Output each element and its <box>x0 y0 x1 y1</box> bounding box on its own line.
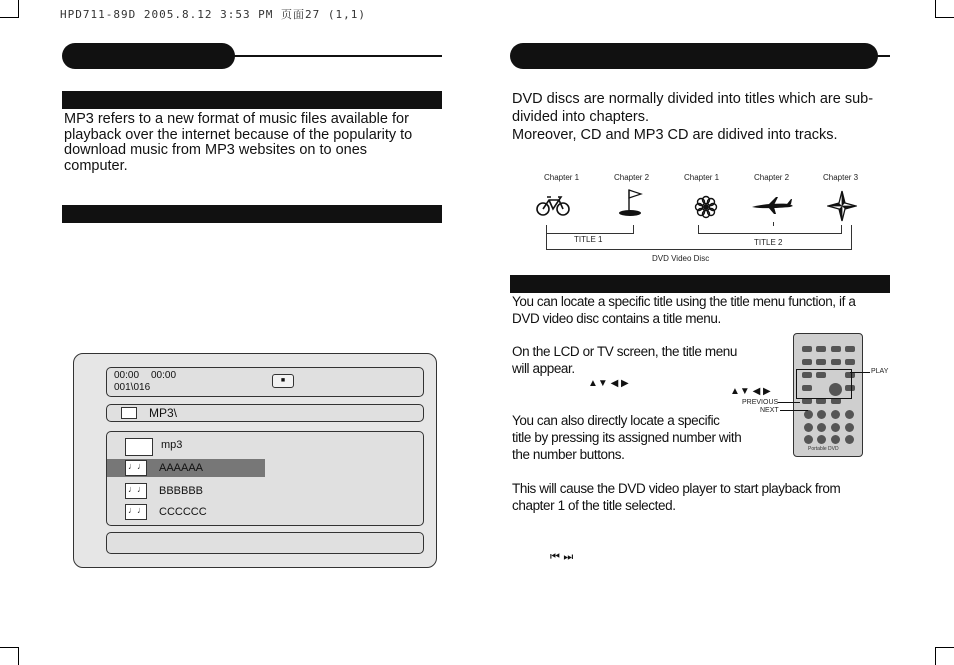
play-callout-line <box>850 372 870 373</box>
file-name: CCCCCC <box>159 506 207 518</box>
lcd-paragraph: On the LCD or TV screen, the title menu will appear. <box>512 344 738 376</box>
title2-label: TITLE 2 <box>754 238 783 247</box>
remote-button[interactable] <box>802 346 812 352</box>
title1-label: TITLE 1 <box>574 235 603 244</box>
file-name: AAAAAA <box>159 462 204 474</box>
crop-mark-tl-h <box>0 17 18 18</box>
title-menu-paragraph: You can locate a specific title using the title menu function, if a DVD video disc contains a title menu. <box>512 294 856 326</box>
chapter-label: Chapter 2 <box>614 173 650 182</box>
folder-icon <box>125 438 153 456</box>
right-section-pill <box>510 43 878 69</box>
playback-paragraph: This will cause the DVD video player to start playback from chapter 1 of the title selected. <box>512 481 841 513</box>
folder-row[interactable] <box>125 436 325 454</box>
music-file-icon: ♩♩ <box>125 504 147 520</box>
remote-number-button[interactable] <box>845 423 854 432</box>
chapter-label: Chapter 2 <box>754 173 790 182</box>
remote-brand: Portable DVD <box>808 446 839 452</box>
remote-number-button[interactable] <box>831 410 840 419</box>
chapter-label: Chapter 3 <box>823 173 859 182</box>
path-label: MP3\ <box>149 406 178 420</box>
chapter-label: Chapter 1 <box>684 173 720 182</box>
title-menu-heading-bar <box>510 275 890 293</box>
time-total: 00:00 <box>151 370 177 381</box>
crop-mark-tl-v <box>18 0 19 18</box>
remote-button[interactable] <box>816 346 826 352</box>
music-file-icon: ♩♩ <box>125 460 147 476</box>
remote-callout-box <box>796 369 852 399</box>
prev-callout-line <box>778 402 800 403</box>
mp3-paragraph: MP3 refers to a new format of music files available for playback over the internet because of the popularity to download music from MP3 websites on to ones computer. <box>64 111 413 174</box>
folder-name: mp3 <box>161 439 183 451</box>
remote-number-button[interactable] <box>804 423 813 432</box>
play-label: PLAY <box>871 368 889 375</box>
direct-select-paragraph: You can also directly locate a specific title by pressing its assigned number with the number buttons. <box>512 413 742 462</box>
remote-button[interactable] <box>802 359 812 365</box>
file-list-panel <box>106 431 424 526</box>
golf-flag-icon <box>617 188 647 218</box>
remote-number-button[interactable] <box>804 435 813 444</box>
remote-button[interactable] <box>831 359 841 365</box>
remote-arrow-keys: ▲▼ ◀ ▶ <box>730 386 771 397</box>
remote-number-button[interactable] <box>817 423 826 432</box>
mp3-player-screen <box>73 353 437 568</box>
crop-mark-br-v <box>935 647 936 665</box>
disc-label: DVD Video Disc <box>652 254 710 263</box>
file-name: BBBBBB <box>159 485 204 497</box>
next-label: NEXT <box>760 407 779 414</box>
remote-number-button[interactable] <box>804 410 813 419</box>
previous-label: PREVIOUS <box>742 399 779 406</box>
left-section-pill <box>62 43 235 69</box>
status-panel <box>106 367 424 397</box>
file-row[interactable] <box>125 503 325 521</box>
remote-number-button[interactable] <box>845 410 854 419</box>
remote-button[interactable] <box>845 359 855 365</box>
stop-button[interactable] <box>272 374 294 388</box>
disc-bracket <box>546 225 852 250</box>
remote-number-button[interactable] <box>845 435 854 444</box>
file-row[interactable] <box>125 459 325 477</box>
remote-number-button[interactable] <box>817 435 826 444</box>
file-row[interactable] <box>125 482 325 500</box>
flower-icon <box>694 195 718 219</box>
printer-header: HPD711-89D 2005.8.12 3:53 PM 页面27 (1,1) <box>60 8 367 21</box>
info-bar <box>106 532 424 554</box>
mp3-playback-heading-bar <box>62 205 442 223</box>
crop-mark-bl-h <box>0 647 18 648</box>
bicycle-icon <box>536 193 570 217</box>
crop-mark-br-h <box>936 647 954 648</box>
stop-icon: ■ <box>280 377 286 384</box>
remote-button[interactable] <box>831 346 841 352</box>
right-section-rule <box>870 55 890 57</box>
folder-icon <box>121 407 137 419</box>
skip-prev-next-icons: ⏮ ⏭ <box>550 550 574 563</box>
music-file-icon: ♩♩ <box>125 483 147 499</box>
crop-mark-bl-v <box>18 647 19 665</box>
remote-button[interactable] <box>816 359 826 365</box>
next-callout-line <box>780 410 808 411</box>
crop-mark-tr-v <box>935 0 936 18</box>
path-bar <box>106 404 424 422</box>
crop-mark-tr-h <box>936 17 954 18</box>
remote-number-button[interactable] <box>831 423 840 432</box>
remote-button[interactable] <box>845 346 855 352</box>
intro-paragraph: DVD discs are normally divided into titles which are sub- divided into chapters. Moreover, CD and MP3 CD are didived into tracks. <box>512 91 874 143</box>
compass-star-icon <box>827 190 857 222</box>
remote-number-button[interactable] <box>831 435 840 444</box>
left-section-rule <box>230 55 442 57</box>
arrow-keys-icon: ▲▼ ◀ ▶ <box>588 378 629 389</box>
chapter-label: Chapter 1 <box>544 173 580 182</box>
remote-number-button[interactable] <box>817 410 826 419</box>
time-elapsed: 00:00 <box>114 370 140 381</box>
airplane-icon <box>750 195 794 215</box>
mp3-subheading-bar <box>62 91 442 109</box>
track-counter: 001\016 <box>114 382 151 393</box>
